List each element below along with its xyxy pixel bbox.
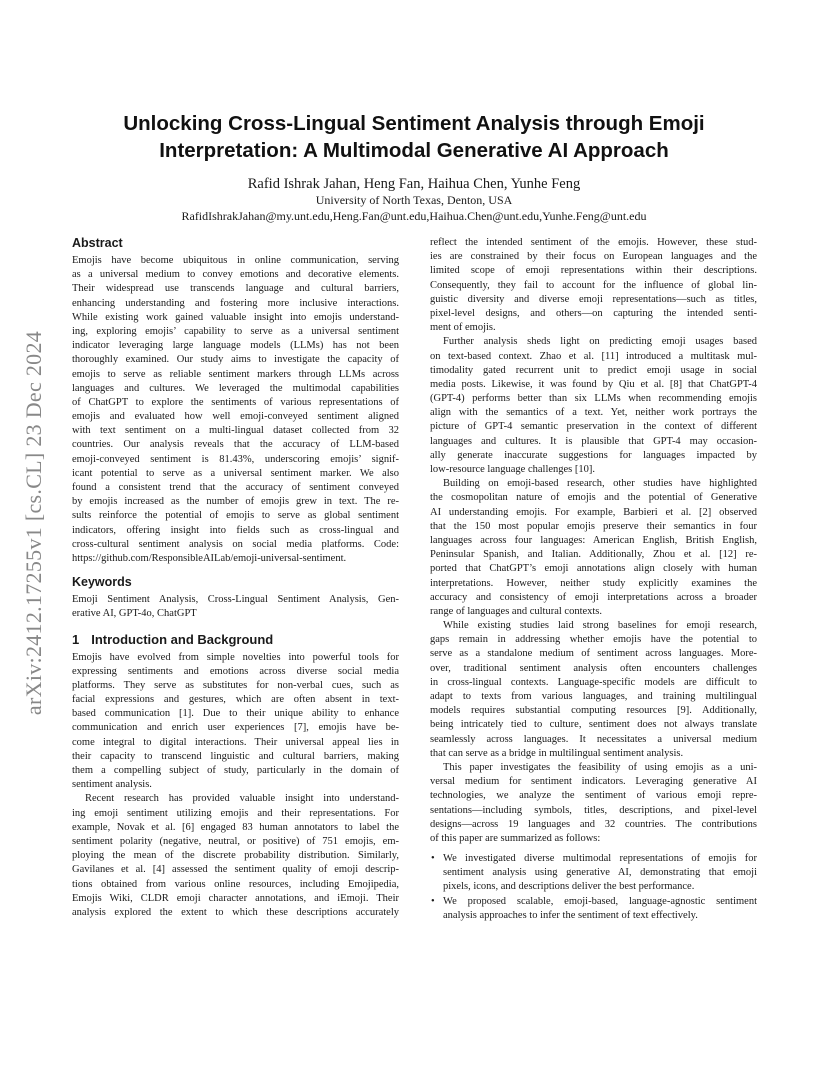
text-line: platforms. They serve as substitutes for non-verbal cues, such as: [72, 679, 399, 691]
text-line: guistic diversity and diverse emoji representations—such as titles,: [430, 293, 757, 305]
text-line: AI understanding emojis. For example, Barbieri et al. [2] observed: [430, 506, 757, 518]
left-column: [72, 236, 399, 920]
text-line: While existing studies laid strong baselines for emoji research,: [443, 620, 757, 632]
text-line: that can serve as a bridge in multilingual sentiment analysis.: [430, 747, 684, 759]
author-list: Rafid Ishrak Jahan, Heng Fan, Haihua Chen, Yunhe Feng: [247, 176, 581, 192]
text-line: cross-cultural sentiment analysis on social media platforms. Code:: [72, 538, 399, 550]
text-line: tions obtained from various online resources, including Emojipedia,: [72, 878, 399, 890]
contribution-item: [430, 895, 757, 923]
arxiv-stamp-text: arXiv:2412.17255v1 [cs.CL] 23 Dec 2024: [21, 330, 46, 715]
title-line: Unlocking Cross-Lingual Sentiment Analysis through Emoji: [123, 112, 705, 135]
text-line: limited scope of emoji representations within their descriptions.: [430, 265, 757, 277]
text-line: as a universal medium to convey emotions and decorative elements.: [72, 269, 399, 281]
text-line: thoroughly examined. Our study aims to investigate the capacity of: [72, 354, 399, 366]
text-line: serve as a standalone medium of sentiment across languages. More-: [430, 648, 757, 660]
text-line: reflect the intended sentiment of the emojis. However, these stud-: [430, 237, 757, 248]
text-line: We investigated diverse multimodal representations of emojis for: [443, 853, 757, 865]
body-paragraph: [430, 236, 757, 335]
text-line: seamlessly across languages. It necessitates a universal medium: [430, 733, 757, 745]
body-paragraph: [430, 619, 757, 761]
text-line: gaps remain in addressing whether emojis have the potential to: [430, 634, 757, 646]
text-line: ploying the mean of the discrete probability distribution. Similarly,: [72, 850, 399, 862]
text-line: models requires substantial computing resources [9]. Additionally,: [430, 705, 757, 717]
text-line: Recent research has provided valuable insight into understand-: [85, 793, 399, 805]
text-line: emojis to serve as reliable sentiment markers through LLMs across: [72, 368, 399, 380]
text-line: analysis explored the extent to which these descriptions accurately: [72, 906, 399, 918]
text-line: ally generate inaccurate suggestions for languages impacted by: [430, 449, 757, 461]
text-line: come integral to digital interactions. Their universal appeal lies in: [72, 736, 399, 748]
text-line: them a compelling subject of study, particularly in the domain of: [72, 765, 399, 776]
text-line: indicator leveraging large language models (LLMs) has not been: [72, 340, 399, 352]
text-line: enhancing understanding and fostering more inclusive interactions.: [72, 297, 399, 309]
section-heading: [72, 632, 399, 647]
text-line: example, Novak et al. [6] engaged 83 human annotators to label the: [72, 821, 399, 833]
text-line: with text sentiment on a multi-lingual dataset collected from 32: [72, 425, 399, 437]
text-line: Emoji Sentiment Analysis, Cross-Lingual Sentiment Analysis, Gen-: [72, 594, 399, 606]
text-line: interpretations. However, neither study explicitly examines the: [430, 577, 757, 589]
arxiv-stamp: [22, 285, 46, 760]
text-line: Building on emoji-based research, other studies have highlighted: [443, 478, 757, 490]
text-line: Consequently, they fail to account for the influence of global lin-: [430, 279, 757, 291]
text-line: We proposed scalable, emoji-based, language-agnostic sentiment: [443, 895, 757, 907]
section-title: Introduction and Background: [91, 631, 274, 647]
text-line: ported that ChatGPT’s emoji annotations align closely with human: [430, 563, 757, 575]
text-line: erative AI, GPT-4o, ChatGPT: [72, 608, 197, 620]
intro-paragraph: [72, 651, 399, 793]
text-line: sentiment analysis using generative AI, demonstrating that emoji: [443, 867, 757, 879]
text-line: communication and enrich user experiences [7], emojis have be-: [72, 722, 399, 734]
text-line: While existing work gained valuable insight into emojis understand-: [72, 311, 399, 323]
text-line: sentations—including symbols, titles, descriptions, and pixel-level: [430, 804, 757, 816]
text-line: by emojis increased as the number of emojis grew in text. The re-: [72, 496, 399, 508]
text-line: low-resource language challenges [10].: [430, 464, 596, 475]
text-line: adapt to texts from various languages, and training multilingual: [430, 691, 757, 702]
text-line: of this paper are summarized as follows:: [430, 832, 601, 844]
text-line: ies are constrained by their focus on European languages and the: [430, 251, 757, 263]
text-line: Emojis have evolved from simple novelties into powerful tools for: [72, 651, 399, 663]
text-line: sults reinforce the potential of emojis to serve as global sentiment: [72, 510, 399, 522]
text-line: the cosmopolitan nature of emojis and the potential of Generative: [430, 492, 757, 504]
text-line: emojis and evaluated how well emoji-conveyed sentiment aligned: [72, 411, 399, 423]
contribution-item: [430, 852, 757, 895]
body-paragraph: [430, 761, 757, 846]
text-line: ment of emojis.: [430, 322, 496, 334]
keywords-body: [72, 593, 399, 621]
text-line: Emojis Wiki, CLDR emoji character annotations, and iEmoji. Their: [72, 892, 399, 904]
text-line: that the 150 most popular emojis preserve their semantics in four: [430, 520, 757, 532]
text-line: pixels, icons, and descriptions deliver the best performance.: [443, 881, 695, 893]
text-line: over, traditional sentiment analysis often encounters challenges: [430, 662, 757, 674]
affiliation: University of North Texas, Denton, USA: [315, 193, 513, 207]
text-line: languages and cultures. It is plausible that GPT-4 may occasion-: [430, 435, 757, 447]
text-line: sentiment analysis.: [72, 779, 152, 791]
text-line: their capacity to transcend linguistic and cultural barriers, making: [72, 750, 399, 762]
bullet-icon: •: [431, 895, 435, 907]
intro-paragraph: [72, 792, 399, 920]
text-line: analysis approaches to infer the sentiment of text effectively.: [443, 909, 698, 921]
text-line: technologies, we analyze the sentiment of various emoji repre-: [430, 790, 757, 802]
text-line: facial expressions and gestures, which are often absent in text-: [72, 694, 399, 706]
text-line: accuracy and consistency of emoji interpretations across a broader: [430, 591, 757, 603]
text-line: expressing sentiments and emotions across diverse social media: [72, 665, 399, 677]
text-line: Emojis have become ubiquitous in online communication, serving: [72, 255, 399, 266]
abstract-heading: Abstract: [72, 236, 123, 250]
text-line: indicators, offering insight into fields such as cross-lingual and: [72, 524, 399, 536]
author-emails: RafidIshrakJahan@my.unt.edu,Heng.Fan@unt.edu,Haihua.Chen@unt.edu,Yunhe.Feng@unt.edu: [181, 209, 647, 223]
contribution-list: [430, 852, 757, 923]
bullet-icon: •: [431, 853, 435, 865]
text-line: icant potential to serve as a universal sentiment marker. We also: [72, 467, 399, 479]
text-line: designs—across 19 languages and 32 countries. The contributions: [430, 818, 757, 830]
text-line: languages and cultures. We leveraged the multimodal capabilities: [72, 382, 399, 394]
section-number: 1: [72, 631, 80, 647]
text-line: media posts. Likewise, it was found by Qiu et al. [8] that ChatGPT-4: [430, 378, 757, 390]
body-paragraph: [430, 477, 757, 619]
right-column: [430, 236, 757, 923]
text-line: found a consistent trend that the accuracy of sentiment conveyed: [72, 482, 399, 493]
title-line: Interpretation: A Multimodal Generative AI Approach: [159, 139, 669, 162]
text-line: in cross-lingual contexts. Language-specific models are difficult to: [430, 676, 757, 688]
text-line: range of languages and cultural contexts.: [430, 605, 603, 617]
abstract-body: [72, 254, 399, 566]
text-line: This paper investigates the feasibility of using emojis as a uni-: [443, 761, 757, 773]
text-line: picture of GPT-4 semantic preservation in the context of different: [430, 421, 757, 433]
text-line: timodality gated recurrent unit to predict emoji usage in social: [430, 364, 757, 376]
text-line: based communication [1]. Due to their unique ability to enhance: [72, 708, 399, 720]
text-line: Their widespread use transcends language and cultural barriers,: [72, 283, 399, 295]
text-line: being intricately tied to culture, sentiment does not always translate: [430, 719, 757, 731]
body-paragraph: [430, 335, 757, 477]
text-line: emoji-conveyed sentiment is 81.43%, underscoring emojis’ signif-: [72, 453, 399, 465]
text-line: sentiment polarity (negative, neutral, or positive) of 751 emojis, em-: [72, 835, 399, 847]
text-line: Further analysis sheds light on predicting emoji usages based: [443, 336, 757, 348]
text-line: pixel-level designs, and others—on capturing the intended senti-: [430, 307, 757, 319]
text-line: (GPT-4) performs better than six LLMs when recommending emojis: [430, 393, 757, 405]
text-line: languages across four languages: American English, British English,: [430, 534, 757, 546]
text-line: Peninsular Spanish, and Italian. Additionally, Zhou et al. [12] re-: [430, 549, 757, 561]
text-line: ing emoji sentiment utilizing emojis and their representations. For: [72, 807, 399, 819]
text-line: of ChatGPT to explore the sentiments of various representations of: [72, 396, 399, 408]
text-line: countries. Our analysis reveals that the accuracy of LLM-based: [72, 439, 399, 451]
text-line: versal medium for sentiment indicators. Leveraging generative AI: [430, 776, 757, 788]
text-line: Gavilanes et al. [4] assessed the sentiment quality of emoji descrip-: [72, 864, 399, 876]
text-line: align with the semantics of a text. Yet, neither work portrays the: [430, 407, 757, 419]
text-line: ing, exploring emojis’ capability to serve as a universal sentiment: [72, 325, 399, 337]
text-line: on text-based context. Zhao et al. [11] introduced a multitask mul-: [430, 350, 757, 362]
keywords-heading: Keywords: [72, 575, 132, 590]
text-line: https://github.com/ResponsibleAILab/emoji-universal-sentiment.: [72, 552, 347, 564]
paper-title: [72, 110, 756, 164]
